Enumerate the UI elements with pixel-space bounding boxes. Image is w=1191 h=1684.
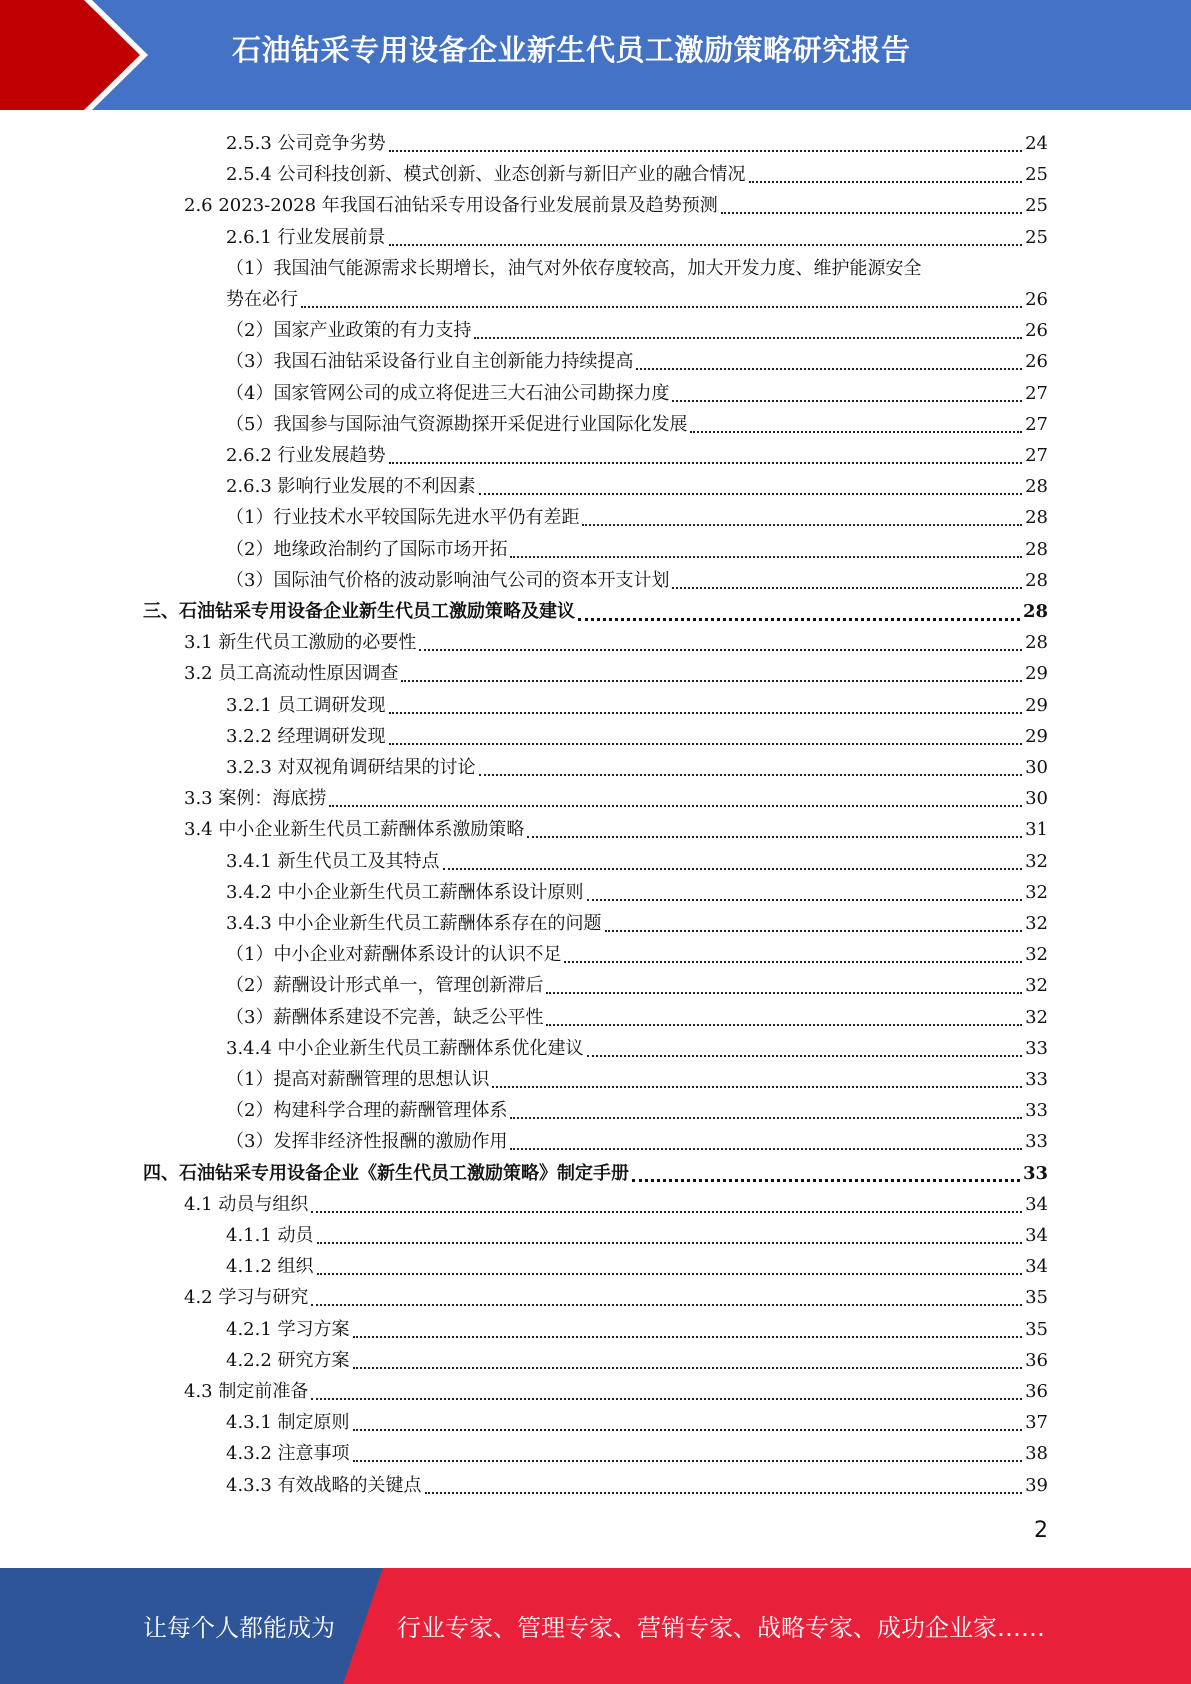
toc-page-number: 35	[1025, 1318, 1048, 1340]
toc-leader-dots	[479, 743, 1023, 776]
toc-entry-label: 3.2 员工高流动性原因调查	[184, 663, 399, 685]
toc-entry-label: 3.4.3 中小企业新生代员工薪酬体系存在的问题	[226, 913, 602, 934]
toc-entry-label: （5）我国参与国际油气资源勘探开采促进行业国际化发展	[226, 413, 688, 435]
toc-leader-dots	[587, 868, 1023, 901]
toc-page-number: 34	[1025, 1225, 1048, 1246]
toc-page-number: 29	[1025, 725, 1048, 747]
toc-page-number: 25	[1025, 226, 1048, 248]
toc-leader-dots	[564, 930, 1022, 963]
toc-leader-dots	[474, 306, 1022, 339]
toc-entry-label: （3）国际油气价格的波动影响油气公司的资本开支计划	[226, 569, 670, 591]
toc-page-number: 30	[1025, 757, 1048, 778]
toc-page-number: 33	[1025, 1069, 1048, 1090]
toc-page-number: 36	[1025, 1349, 1048, 1371]
toc-leader-dots	[578, 587, 1020, 621]
toc-page-number: 32	[1025, 975, 1048, 997]
toc-entry-label: 2.6 2023-2028 年我国石油钻采专用设备行业发展前景及趋势预测	[184, 195, 718, 217]
toc-leader-dots	[527, 805, 1022, 838]
toc-entry-label: （1）我国油气能源需求长期增长，油气对外依存度较高，加大开发力度、维护能源安全	[226, 257, 922, 279]
toc-page-number: 37	[1025, 1412, 1048, 1434]
toc-entry-label: 3.4.2 中小企业新生代员工薪酬体系设计原则	[226, 881, 584, 903]
toc-leader-dots	[353, 1336, 1023, 1369]
toc-entry[interactable]	[226, 1470, 1048, 1501]
toc-leader-dots	[353, 1429, 1023, 1462]
toc-leader-dots	[632, 1148, 1020, 1182]
toc-entry-label: 4.2 学习与研究	[184, 1287, 309, 1309]
toc-entry-label: 4.3.2 注意事项	[226, 1443, 350, 1465]
toc-page-number: 33	[1022, 1162, 1048, 1184]
toc-page-number: 33	[1025, 1100, 1048, 1122]
toc-entry-label: （3）我国石油钻采设备行业自主创新能力持续提高	[226, 351, 634, 373]
toc-entry-label: 4.2.1 学习方案	[226, 1318, 350, 1340]
toc-leader-dots	[587, 1024, 1023, 1057]
toc-entry-continuation: 势在必行	[226, 289, 298, 310]
toc-leader-dots	[311, 1180, 1022, 1213]
toc-entry-label: 四、石油钻采专用设备企业《新生代员工激励策略》制定手册	[143, 1162, 629, 1184]
toc-page-number: 28	[1025, 632, 1048, 654]
toc-entry-label: （1）中小企业对薪酬体系设计的认识不足	[226, 944, 562, 966]
toc-page-number: 32	[1025, 944, 1048, 966]
toc-page-number: 29	[1025, 663, 1048, 685]
toc-entry-label: 4.1.2 组织	[226, 1256, 314, 1278]
toc-leader-dots	[311, 1367, 1022, 1400]
toc-page-number: 28	[1025, 569, 1048, 591]
toc-page-number: 34	[1025, 1193, 1048, 1215]
toc-page-number: 33	[1025, 1037, 1048, 1059]
toc-leader-dots	[389, 119, 1023, 152]
toc-page-number: 28	[1025, 507, 1048, 529]
toc-page-number: 26	[1025, 320, 1048, 342]
toc-leader-dots	[301, 275, 1022, 308]
toc-page-number: 30	[1025, 788, 1048, 810]
toc-page-number: 32	[1025, 913, 1048, 934]
toc-entry-label: 2.5.3 公司竞争劣势	[226, 133, 386, 154]
toc-entry-label: （1）提高对薪酬管理的思想认识	[226, 1069, 490, 1090]
toc-page-number: 39	[1025, 1474, 1048, 1496]
toc-leader-dots	[443, 837, 1023, 870]
toc-leader-dots	[419, 618, 1022, 651]
toc-page-number: 27	[1025, 413, 1048, 435]
toc-entry[interactable]	[226, 222, 1048, 253]
toc-leader-dots	[605, 899, 1023, 932]
toc-leader-dots	[389, 681, 1023, 714]
toc-entry-label: 4.3.3 有效战略的关键点	[226, 1474, 422, 1496]
toc-entry-label: 2.5.4 公司科技创新、模式创新、业态创新与新旧产业的融合情况	[226, 164, 746, 186]
toc-entry-label: 3.2.1 员工调研发现	[226, 694, 386, 716]
toc-page-number: 32	[1025, 850, 1048, 872]
toc-page-number: 38	[1025, 1443, 1048, 1465]
toc-leader-dots	[311, 1273, 1022, 1306]
toc-entry-label: 3.1 新生代员工激励的必要性	[184, 632, 417, 654]
toc-leader-dots	[510, 1117, 1022, 1150]
toc-entry-label: 3.3 案例：海底捞	[184, 788, 327, 810]
toc-entry-label: 3.4.4 中小企业新生代员工薪酬体系优化建议	[226, 1037, 584, 1059]
toc-page-number: 32	[1025, 1006, 1048, 1028]
toc-page-number: 32	[1025, 881, 1048, 903]
page-number: 2	[1034, 1518, 1048, 1543]
footer-slogan-left: 让每个人都能成为	[143, 1614, 335, 1642]
toc-entry-label: （2）国家产业政策的有力支持	[226, 320, 472, 342]
toc-entry-label: 2.6.3 影响行业发展的不利因素	[226, 476, 476, 498]
toc-leader-dots	[401, 649, 1022, 682]
toc-page-number: 28	[1025, 476, 1048, 498]
header-banner	[0, 0, 1191, 110]
toc-page-number: 31	[1025, 819, 1048, 841]
header-red-chevron	[0, 0, 150, 110]
toc-leader-dots	[389, 712, 1023, 745]
toc-leader-dots	[582, 493, 1022, 526]
toc-entry-label: 2.6.1 行业发展前景	[226, 226, 386, 248]
toc-leader-dots	[510, 1086, 1022, 1119]
toc-page-number: 33	[1025, 1131, 1048, 1153]
toc-entry-label: （4）国家管网公司的成立将促进三大石油公司勘探力度	[226, 382, 670, 404]
toc-entry-label: 3.2.3 对双视角调研结果的讨论	[226, 757, 476, 778]
toc-entry-label: 4.3 制定前准备	[184, 1381, 309, 1402]
toc-page-number: 25	[1025, 164, 1048, 186]
toc-page-number: 28	[1025, 538, 1048, 560]
toc-entry-label: 三、石油钻采专用设备企业新生代员工激励策略及建议	[143, 601, 575, 622]
toc-entry-label: 4.2.2 研究方案	[226, 1349, 350, 1371]
toc-entry-label: 2.6.2 行业发展趋势	[226, 445, 386, 466]
toc-leader-dots	[389, 213, 1023, 246]
toc-page-number: 27	[1025, 382, 1048, 404]
toc-page-number: 34	[1025, 1256, 1048, 1278]
toc-page-number: 28	[1022, 601, 1048, 622]
toc-page-number: 26	[1025, 351, 1048, 373]
toc-entry-label: 3.4.1 新生代员工及其特点	[226, 850, 440, 872]
toc-leader-dots	[317, 1211, 1023, 1244]
toc-entry-label: 4.1.1 动员	[226, 1225, 314, 1246]
toc-entry-label: 3.4 中小企业新生代员工薪酬体系激励策略	[184, 819, 525, 841]
toc-leader-dots	[672, 369, 1022, 402]
toc-entry-label: 3.2.2 经理调研发现	[226, 725, 386, 747]
toc-entry-label: （3）薪酬体系建设不完善，缺乏公平性	[226, 1006, 544, 1028]
toc-leader-dots	[636, 337, 1022, 370]
toc-leader-dots	[479, 462, 1023, 495]
toc-entry-label: （3）发挥非经济性报酬的激励作用	[226, 1131, 508, 1153]
toc-page-number: 26	[1025, 289, 1048, 310]
toc-leader-dots	[546, 993, 1022, 1026]
toc-page-number: 29	[1025, 694, 1048, 716]
toc-entry-label: 4.3.1 制定原则	[226, 1412, 350, 1434]
toc-leader-dots	[353, 1398, 1023, 1431]
toc-page-number: 36	[1025, 1381, 1048, 1402]
toc-leader-dots	[329, 774, 1022, 807]
toc-leader-dots	[425, 1461, 1023, 1494]
toc-entry-label: （2）薪酬设计形式单一，管理创新滞后	[226, 975, 544, 997]
toc-page-number: 24	[1025, 133, 1048, 154]
toc-leader-dots	[672, 556, 1022, 589]
toc-leader-dots	[510, 525, 1022, 558]
toc-page-number: 35	[1025, 1287, 1048, 1309]
toc-leader-dots	[389, 431, 1023, 464]
toc-page-number: 25	[1025, 195, 1048, 217]
toc-page-number: 27	[1025, 445, 1048, 466]
toc-leader-dots	[353, 1305, 1023, 1338]
toc-entry-label: （2）地缘政治制约了国际市场开拓	[226, 538, 508, 560]
toc-leader-dots	[721, 181, 1022, 214]
toc-leader-dots	[749, 150, 1023, 183]
toc-leader-dots	[690, 400, 1022, 433]
footer-banner	[0, 1568, 1191, 1684]
toc-entry-label: （1）行业技术水平较国际先进水平仍有差距	[226, 507, 580, 529]
toc-entry-label: 4.1 动员与组织	[184, 1193, 309, 1215]
report-title: 石油钻采专用设备企业新生代员工激励策略研究报告	[232, 33, 911, 67]
toc-leader-dots	[492, 1055, 1022, 1088]
toc-leader-dots	[317, 1242, 1023, 1275]
toc-leader-dots	[546, 961, 1022, 994]
footer-slogan-right: 行业专家、管理专家、营销专家、战略专家、成功企业家……	[397, 1614, 1045, 1642]
toc-entry-label: （2）构建科学合理的薪酬管理体系	[226, 1100, 508, 1122]
